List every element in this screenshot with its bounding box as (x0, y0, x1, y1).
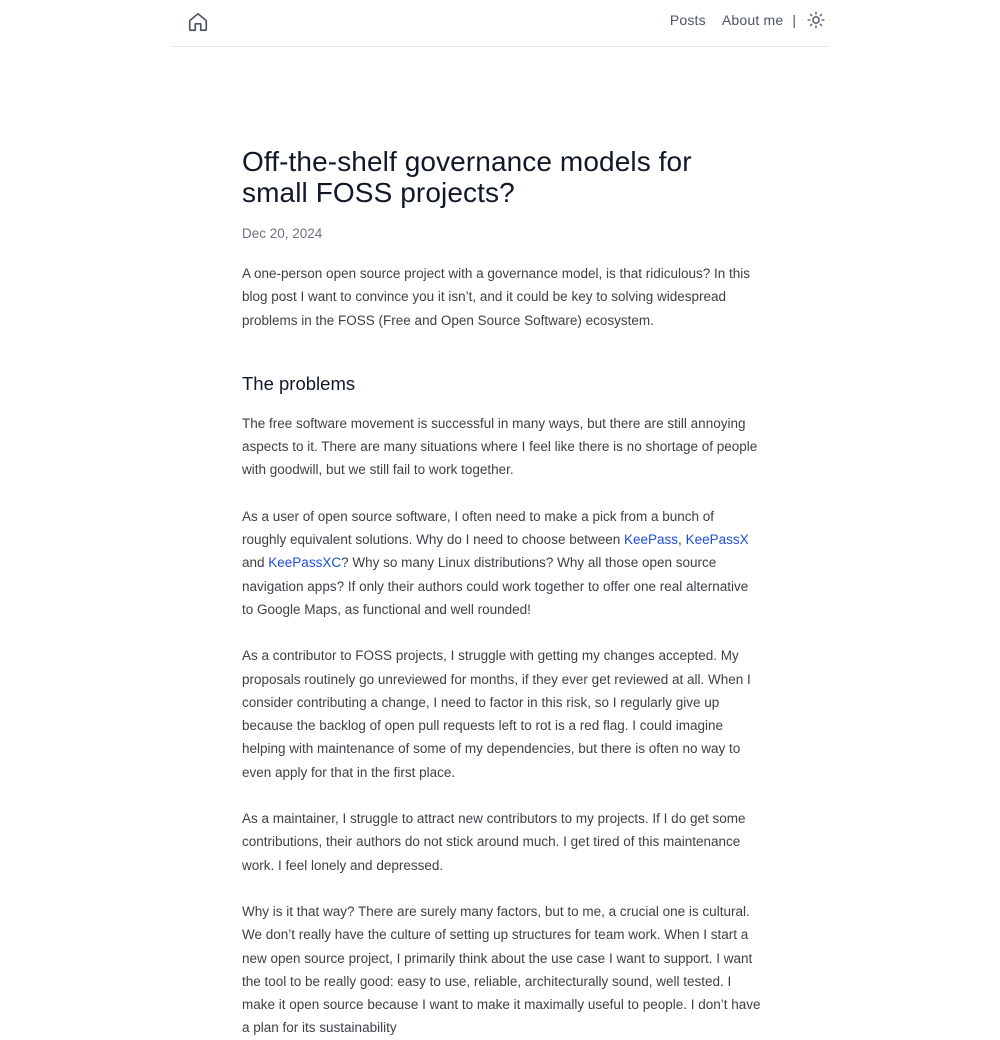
nav-posts-link[interactable]: Posts (669, 12, 706, 28)
blog-article (242, 146, 762, 1040)
paragraph-5: Why is it that way? There are surely many factors, but to me, a crucial one is cultural. We don’t really have the culture of setting up structures for team work. When I start a new open source project, I primarily think about the use case I want to support. I want the tool to be really good: easy to use, reliable, architecturally sound, well tested. I make it open source because I want to make it maximally useful to people. I don’t have a plan for its sustainability (242, 903, 761, 1036)
home-link[interactable] (187, 11, 209, 33)
sun-icon (807, 11, 825, 29)
keepassxc-link[interactable]: KeePassXC (268, 555, 342, 571)
nav-separator: | (792, 12, 796, 28)
paragraph-2 (242, 505, 762, 621)
section-heading: The problems (242, 372, 356, 394)
article-date: Dec 20, 2024 (242, 226, 323, 241)
keepass-link[interactable]: KeePass (624, 532, 679, 548)
main-nav (670, 0, 828, 40)
theme-toggle-button[interactable] (806, 10, 826, 30)
paragraph-3: As a contributor to FOSS projects, I struggle with getting my changes accepted. My proposals routinely go unreviewed for months, if they ever get reviewed at all. When I consider contributing a change, I need to factor in this risk, so I regularly give up because the backlog of open pull requests left to rot is a red flag. I could imagine helping with maintenance of some of my dependencies, but there is often no way to even apply for that in the first place. (242, 648, 751, 780)
nav-about-link[interactable]: About me (721, 12, 784, 28)
paragraph-2-text-end: ? Why so many Linux distributions? Why all those open source navigation apps? If only their authors could work together to offer one real alternative to Google Maps, as functional and well rounded! (242, 555, 749, 617)
article-title: Off-the-shelf governance models for small FOSS projects? (242, 146, 692, 208)
paragraph-1: The free software movement is successful in many ways, but there are still annoying aspects to it. There are many situations where I feel like there is no shortage of people with goodwill, but we still fail to work together. (242, 415, 758, 478)
site-header (172, 0, 828, 47)
keepassx-link[interactable]: KeePassX (685, 532, 749, 548)
paragraph-4: As a maintainer, I struggle to attract new contributors to my projects. If I do get some contributions, their authors do not stick around much. I get tired of this maintenance work. I feel lonely and depressed. (242, 811, 746, 873)
paragraph-2-text-start: As a user of open source software, I often need to make a pick from a bunch of roughly equivalent solutions. Why do I need to choose between (242, 508, 715, 548)
home-icon (187, 11, 209, 33)
article-intro: A one-person open source project with a governance model, is that ridiculous? In this blog post I want to convince you it isn’t, and it could be key to solving widespread problems in the FOSS (Free and Open Source Software) ecosystem. (242, 266, 751, 328)
paragraph-2-comma: , (678, 532, 686, 548)
paragraph-2-and: and (242, 555, 269, 571)
